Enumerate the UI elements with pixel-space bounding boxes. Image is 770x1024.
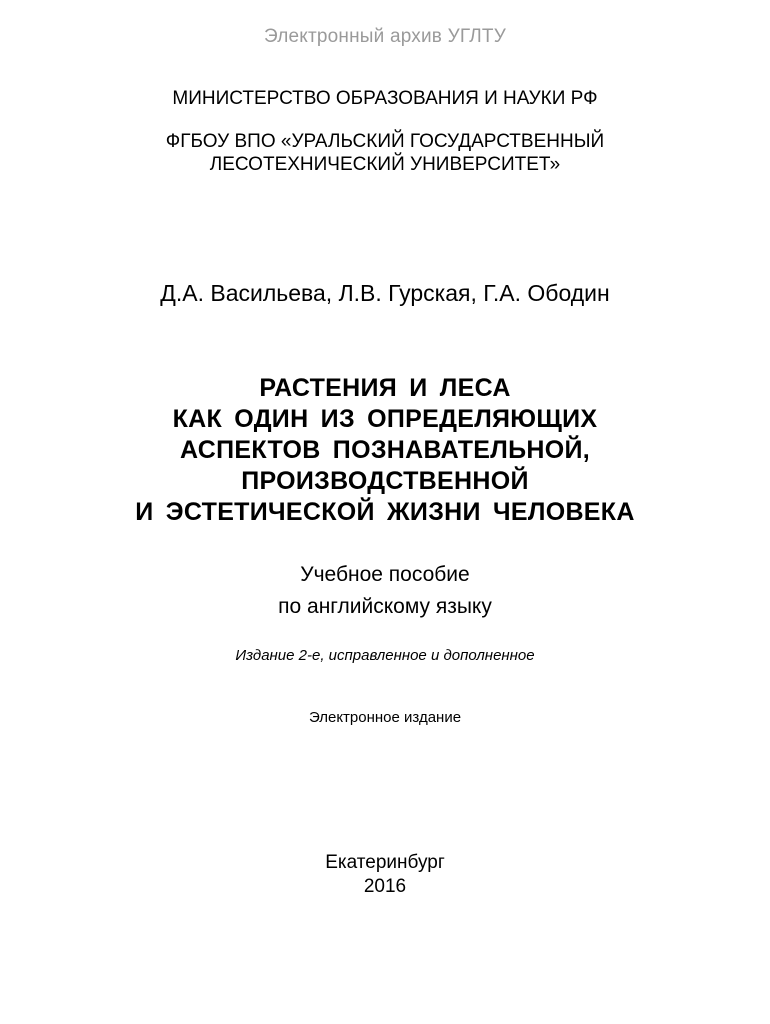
publication-type: Учебное пособие — [300, 563, 470, 586]
edition-note: Издание 2-е, исправленное и дополненное — [235, 647, 535, 664]
book-title-line-1: РАСТЕНИЯ И ЛЕСА — [259, 374, 511, 402]
book-title-line-2: КАК ОДИН ИЗ ОПРЕДЕЛЯЮЩИХ — [172, 405, 598, 433]
university-name-line-1: ФГБОУ ВПО «УРАЛЬСКИЙ ГОСУДАРСТВЕННЫЙ — [165, 131, 605, 152]
book-title-line-4: ПРОИЗВОДСТВЕННОЙ — [241, 467, 529, 495]
book-title-line-5: И ЭСТЕТИЧЕСКОЙ ЖИЗНИ ЧЕЛОВЕКА — [135, 498, 635, 526]
authors: Д.А. Васильева, Л.В. Гурская, Г.А. Ободин — [160, 280, 610, 306]
university-name-line-2: ЛЕСОТЕХНИЧЕСКИЙ УНИВЕРСИТЕТ» — [209, 154, 561, 175]
book-title-line-3: АСПЕКТОВ ПОЗНАВАТЕЛЬНОЙ, — [180, 436, 590, 464]
publication-city: Екатеринбург — [325, 852, 445, 873]
publication-year: 2016 — [363, 876, 407, 897]
archive-watermark: Электронный архив УГЛТУ — [263, 26, 507, 47]
electronic-edition-label: Электронное издание — [308, 709, 462, 726]
publication-subject: по английскому языку — [278, 595, 492, 618]
ministry-name: МИНИСТЕРСТВО ОБРАЗОВАНИЯ И НАУКИ РФ — [172, 88, 598, 109]
